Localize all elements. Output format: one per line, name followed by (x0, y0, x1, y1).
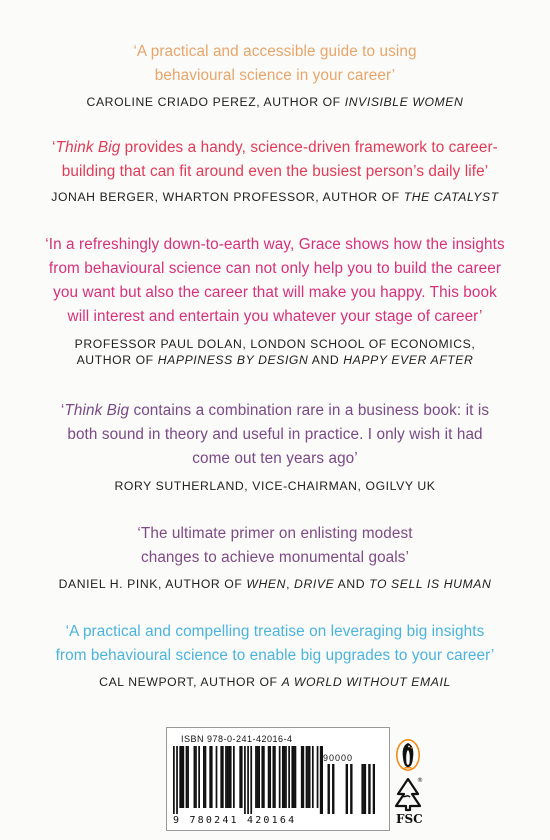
barcode-bar (307, 746, 309, 808)
barcode-addon-bar (368, 764, 370, 814)
barcode-bar (317, 746, 319, 808)
blurb-3-quote-line-4: will interest and entertain you whatever your stage of career’ (67, 308, 483, 325)
barcode-bar (205, 746, 207, 808)
blurb-3-quote-line-1: ‘In a refreshingly down-to-earth way, Grace shows how the insights (45, 236, 505, 253)
barcode-bar (285, 746, 287, 808)
blurb-5-quote-line-2: changes to achieve monumental goals’ (140, 549, 410, 566)
blurb-5-author-work-3: TO SELL IS HUMAN (369, 577, 492, 591)
blurb-2-quote-line-1 (0, 136, 550, 160)
blurb-6-author-work: A WORLD WITHOUT EMAIL (281, 675, 451, 689)
blurb-3-quote (0, 233, 550, 329)
barcode-addon-bar (350, 764, 352, 814)
barcode-bar (306, 746, 308, 808)
blurb-2-quote (0, 136, 550, 184)
barcode-bar (250, 746, 252, 814)
isbn-label: ISBN 978-0-241-42016-4 (181, 734, 293, 744)
barcode-addon-bar (332, 764, 334, 814)
barcode-bar (233, 746, 235, 808)
penguin-logo-icon (394, 738, 422, 772)
barcode-addon-bar (364, 764, 366, 814)
blurb-3-author-prefix: AUTHOR OF (76, 353, 158, 367)
blurb-1-quote (0, 40, 550, 88)
barcode-bar (282, 746, 284, 808)
barcode-bar (320, 746, 322, 814)
barcode-bar (274, 746, 276, 808)
blurb-4-quote-title: Think Big (64, 402, 130, 419)
blurb-5-quote (0, 522, 550, 570)
blurb-6-quote (0, 620, 550, 668)
barcode-bar (261, 746, 263, 808)
blurb-4-quote-line-2: both sound in theory and useful in practice. I only wish it had (67, 426, 483, 443)
barcode-bar (284, 746, 286, 808)
barcode-bar (176, 746, 178, 814)
blurb-3-author-work-2: HAPPY EVER AFTER (343, 353, 474, 367)
barcode-bar (239, 746, 241, 808)
barcode-bar (225, 746, 227, 808)
blurb-3-author-and: AND (308, 353, 344, 367)
barcode-bar (194, 746, 196, 808)
barcode-bar (302, 746, 304, 808)
barcode-bar (255, 746, 257, 808)
barcode-bar (241, 746, 243, 808)
barcode-bar (173, 746, 175, 814)
barcode-bar (186, 746, 188, 808)
barcode-bar (203, 746, 205, 808)
blurb-4-quote-line-3: come out ten years ago’ (192, 450, 358, 467)
blurb-1-quote-line-1: ‘A practical and accessible guide to using (133, 43, 417, 60)
blurb-4-author: RORY SUTHERLAND, VICE-CHAIRMAN, OGILVY UK (114, 479, 436, 493)
svg-text:FSC: FSC (396, 812, 423, 826)
barcode-bar (295, 746, 297, 808)
barcode-bar (244, 746, 246, 814)
blurb-2-author-work: THE CATALYST (403, 190, 499, 204)
barcode-main (173, 746, 323, 814)
barcode-bar (230, 746, 232, 808)
barcode-bar (272, 746, 274, 808)
blurb-3-author-line-2 (0, 352, 550, 368)
barcode-bar (211, 746, 213, 808)
barcode-bar (182, 746, 184, 808)
barcode-bar (209, 746, 211, 808)
barcode-bar (291, 746, 293, 808)
blurb-3-author-work-1: HAPPINESS BY DESIGN (157, 353, 309, 367)
barcode-bar (198, 746, 200, 808)
barcode-bar (195, 746, 197, 808)
barcode-bar (309, 746, 311, 808)
blurb-3-author (0, 336, 550, 368)
barcode-bar (222, 746, 224, 808)
blurb-4-quote-text-1: contains a combination rare in a business book: it is (129, 402, 490, 419)
blurb-6-quote-line-1: ‘A practical and compelling treatise on leveraging big insights (65, 623, 485, 640)
blurb-5-author-and: AND (334, 577, 370, 591)
barcode-addon-bar (346, 764, 348, 814)
barcode-bar (228, 746, 230, 808)
fsc-logo-icon (393, 776, 423, 828)
blurb-3-quote-line-2: from behavioural science can not only help you to build the career (48, 260, 502, 277)
blurb-5-author (0, 576, 550, 592)
blurb-5-author-work-1: WHEN (246, 577, 287, 591)
barcode-addon-bar (328, 764, 330, 814)
barcode-bar (279, 746, 281, 808)
blurb-1-author-work: INVISIBLE WOMEN (344, 95, 464, 109)
price-code: 90000 (323, 753, 354, 763)
blurb-3-quote-line-3: you want but also the career that will make you happy. This book (53, 284, 497, 301)
blurb-1-quote-line-2: behavioural science in your career’ (154, 67, 396, 84)
barcode-bar (227, 746, 229, 808)
barcode-digits: 9 780241 420164 (173, 815, 297, 826)
blurb-2-quote-title: Think Big (55, 139, 121, 156)
blurb-2-quote-line-2: building that can fit around even the busiest person’s daily life’ (61, 163, 489, 180)
blurb-5-author-sep: , (286, 577, 295, 591)
svg-text:®: ® (417, 777, 423, 784)
blurb-5-author-prefix: DANIEL H. PINK, AUTHOR OF (58, 577, 247, 591)
barcode-bar (187, 746, 189, 808)
barcode-bar (312, 746, 314, 808)
barcode-bar (258, 746, 260, 808)
blurb-1-author-prefix: CAROLINE CRIADO PEREZ, AUTHOR OF (86, 95, 345, 109)
blurb-2-open-quote: ‘ (52, 139, 56, 156)
barcode-addon-bar (361, 764, 363, 814)
blurb-5-quote-line-1: ‘The ultimate primer on enlisting modest (137, 525, 413, 542)
blurb-5-author-work-2: DRIVE (294, 577, 335, 591)
blurb-6-author (0, 674, 550, 690)
barcode-bar (181, 746, 183, 808)
barcode-bar (216, 746, 218, 808)
barcode-addon (323, 764, 375, 820)
barcode-bar (268, 746, 270, 808)
barcode-bar (179, 746, 181, 808)
blurb-4-open-quote: ‘ (60, 402, 65, 419)
blurb-6-author-prefix: CAL NEWPORT, AUTHOR OF (99, 675, 282, 689)
barcode-bar (220, 746, 222, 808)
blurb-4-quote-line-1 (0, 399, 550, 423)
blurb-2-author-prefix: JONAH BERGER, WHARTON PROFESSOR, AUTHOR OF (51, 190, 404, 204)
blurb-1-author (0, 94, 550, 110)
barcode-bar (257, 746, 259, 808)
blurb-6-quote-line-2: from behavioural science to enable big upgrades to your career’ (55, 647, 495, 664)
blurb-2-quote-text-1: provides a handy, science-driven framework to career- (120, 139, 498, 156)
barcode-addon-bar (373, 764, 375, 814)
barcode-bar (301, 746, 303, 808)
barcode-bar (263, 746, 265, 808)
blurb-2-author (0, 189, 550, 205)
blurb-4-quote (0, 399, 550, 471)
barcode-box (166, 727, 390, 831)
blurb-3-author-line-1: PROFESSOR PAUL DOLAN, LONDON SCHOOL OF ECONOMICS, (74, 337, 476, 351)
barcode-bar (288, 746, 290, 808)
barcode-bar (293, 746, 295, 808)
barcode-bar (269, 746, 271, 808)
barcode-bar (247, 746, 249, 814)
